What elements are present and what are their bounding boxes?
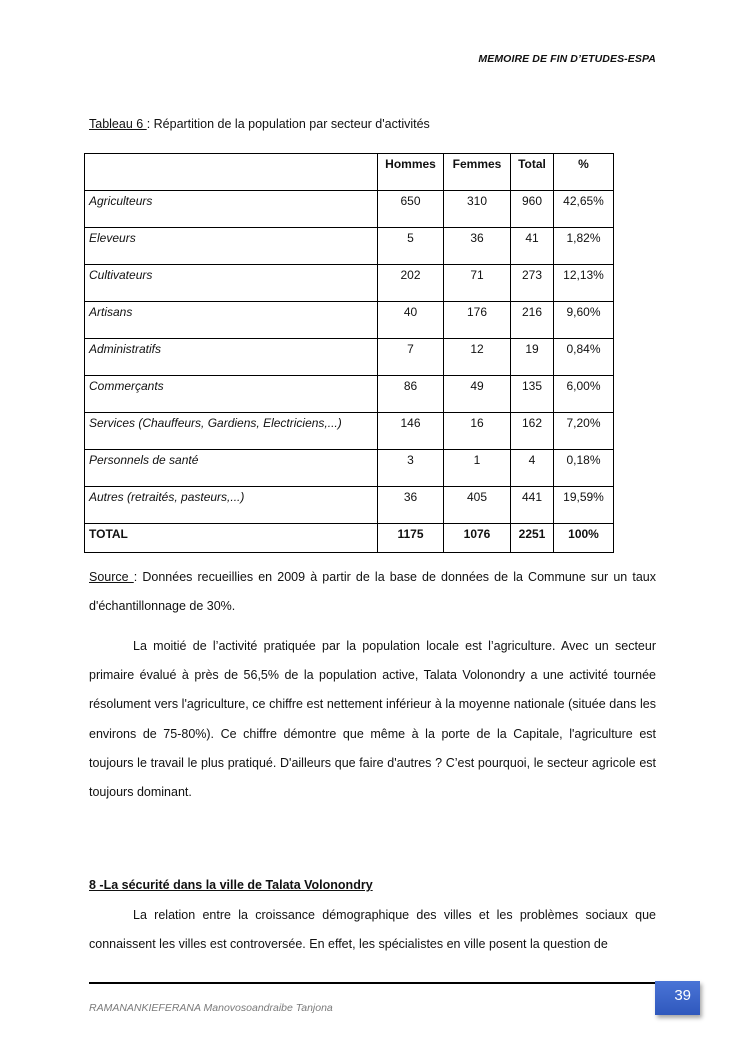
cell-total: 216 [511,302,554,339]
table-row [85,191,614,228]
cell-percent: 7,20% [554,413,614,450]
cell-femmes: 16 [444,413,511,450]
cell-percent: 1,82% [554,228,614,265]
table-row [85,376,614,413]
cell-hommes: 650 [378,191,444,228]
table-caption-label: Tableau 6 [89,117,147,131]
row-label: Autres (retraités, pasteurs,...) [85,487,378,524]
total-total: 2251 [511,524,554,553]
cell-hommes: 5 [378,228,444,265]
cell-total: 19 [511,339,554,376]
table-row [85,487,614,524]
row-label: Services (Chauffeurs, Gardiens, Electriciens,...) [85,413,378,450]
source-text: : Données recueillies en 2009 à partir de la base de données de la Commune sur un taux d'échantillonnage de 30%. [89,570,656,613]
total-hommes: 1175 [378,524,444,553]
header-cell-femmes: Femmes [444,154,511,191]
cell-femmes: 405 [444,487,511,524]
cell-femmes: 71 [444,265,511,302]
cell-hommes: 146 [378,413,444,450]
cell-hommes: 202 [378,265,444,302]
table-row [85,302,614,339]
cell-total: 441 [511,487,554,524]
table-row [85,339,614,376]
table-header-row [85,154,614,191]
cell-femmes: 310 [444,191,511,228]
cell-hommes: 86 [378,376,444,413]
footer-author: RAMANANKIEFERANA Manovosoandraibe Tanjona [89,1002,333,1014]
cell-femmes: 36 [444,228,511,265]
cell-hommes: 36 [378,487,444,524]
row-label: Administratifs [85,339,378,376]
row-label: Artisans [85,302,378,339]
table-row [85,413,614,450]
footer-divider [89,982,675,984]
cell-hommes: 3 [378,450,444,487]
cell-femmes: 1 [444,450,511,487]
cell-total: 162 [511,413,554,450]
total-percent: 100% [554,524,614,553]
cell-percent: 0,84% [554,339,614,376]
header-cell-total: Total [511,154,554,191]
cell-hommes: 40 [378,302,444,339]
table-caption-text: : Répartition de la population par secteur d'activités [146,117,430,131]
section-heading: 8 -La sécurité dans la ville de Talata Volonondry [89,878,373,892]
source-label: Source [89,570,134,584]
cell-percent: 19,59% [554,487,614,524]
cell-percent: 42,65% [554,191,614,228]
table-row [85,228,614,265]
total-label: TOTAL [85,524,378,553]
cell-percent: 9,60% [554,302,614,339]
cell-total: 41 [511,228,554,265]
row-label: Agriculteurs [85,191,378,228]
body-paragraph-security: La relation entre la croissance démographique des villes et les problèmes sociaux que connaissent les villes est controversée. En effet, les spécialistes en ville posent la question de [89,908,656,952]
table-row [85,265,614,302]
header-cell-percent: % [554,154,614,191]
page-number-badge: 39 [655,981,700,1015]
cell-total: 4 [511,450,554,487]
table-caption [89,117,430,131]
cell-hommes: 7 [378,339,444,376]
running-header: MEMOIRE DE FIN D’ETUDES-ESPA [478,53,656,65]
cell-total: 273 [511,265,554,302]
cell-percent: 6,00% [554,376,614,413]
table-row [85,450,614,487]
cell-femmes: 12 [444,339,511,376]
cell-total: 960 [511,191,554,228]
row-label: Cultivateurs [85,265,378,302]
cell-percent: 0,18% [554,450,614,487]
table-source-note [89,563,656,621]
cell-femmes: 49 [444,376,511,413]
header-cell-hommes: Hommes [378,154,444,191]
population-activity-table [84,153,614,553]
row-label: Eleveurs [85,228,378,265]
cell-total: 135 [511,376,554,413]
table-total-row [85,524,614,553]
body-paragraph-agriculture: La moitié de l’activité pratiquée par la population locale est l’agriculture. Avec un secteur primaire évalué à près de 56,5% de la population active, Talata Volonondry a une activité tournée résolument vers l'agriculture, ce chiffre est nettement inférieur à la moyenne nationale (située dans les environs de 75-80%). Ce chiffre démontre que même à la porte de la Capitale, l'agriculture est toujours le travail le plus pratiqué. D'ailleurs que faire d'autres ? C’est pourquoi, le secteur agricole est toujours dominant. [89,639,656,800]
cell-femmes: 176 [444,302,511,339]
cell-percent: 12,13% [554,265,614,302]
row-label: Commerçants [85,376,378,413]
header-cell-label [85,154,378,191]
total-femmes: 1076 [444,524,511,553]
row-label: Personnels de santé [85,450,378,487]
